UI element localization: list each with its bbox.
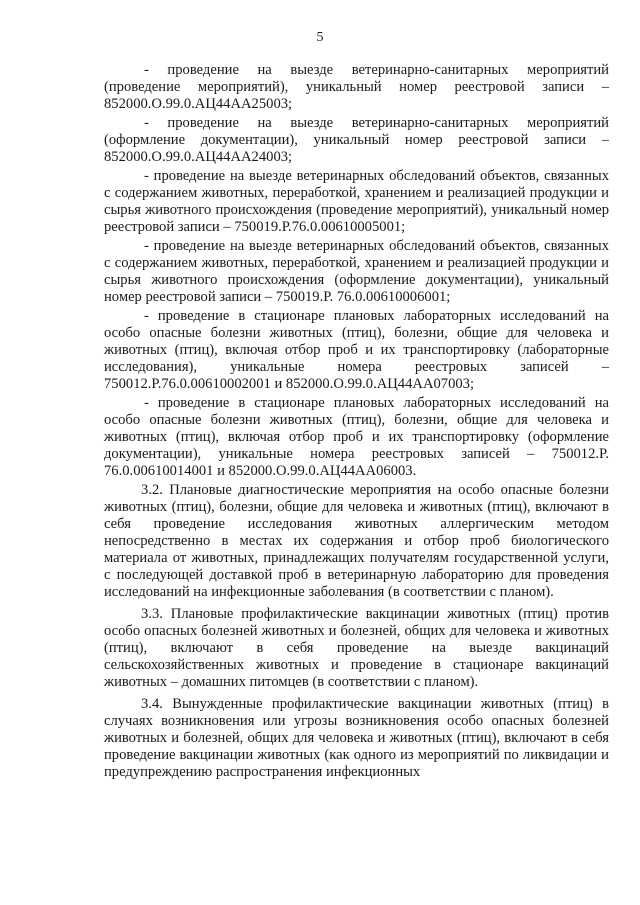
document-body <box>104 62 609 786</box>
section-paragraph-3-3: 3.3. Плановые профилактические вакцинации животных (птиц) против особо опасных болезней животных и болезней, общих для человека и животных (птиц), включают в себя проведение на выезде вакцинаций сельскохозяйственных животных и проведение в стационаре вакцинаций животных – домашних питомцев (в соответствии с планом). <box>104 606 609 690</box>
section-paragraph-3-2: 3.2. Плановые диагностические мероприятия на особо опасные болезни животных (птиц), болезни, общие для человека и животных (птиц), включают в себя проведение исследования животных аллергическим методом непосредственно в местах их содержания и отбор проб биологического материала от животных, принадлежащих получателям государственной услуги, с последующей доставкой проб в ветеринарную лабораторию для проведения исследований на инфекционные заболевания (в соответствии с планом). <box>104 482 609 600</box>
list-item: - проведение на выезде ветеринарных обследований объектов, связанных с содержанием животных, переработкой, хранением и реализацией продукции и сырья животного происхождения (оформление документации), уникальный номер реестровой записи – 750019.Р. 76.0.00610006001; <box>104 238 609 305</box>
list-item: - проведение в стационаре плановых лабораторных исследований на особо опасные болезни животных (птиц), болезни, общие для человека и животных (птиц), включая отбор проб и их транспортировку (лабораторные исследования), уникальные номера реестровых записей – 750012.Р.76.0.00610002001 и 852000.О.99.0.АЦ44АА07003; <box>104 308 609 392</box>
list-item: - проведение на выезде ветеринарных обследований объектов, связанных с содержанием животных, переработкой, хранением и реализацией продукции и сырья животного происхождения (проведение мероприятий), уникальный номер реестровой записи – 750019.Р.76.0.00610005001; <box>104 168 609 235</box>
list-item: - проведение в стационаре плановых лабораторных исследований на особо опасные болезни животных (птиц), болезни, общие для человека и животных (птиц), включая отбор проб и их транспортировку (оформление документации), уникальные номера реестровых записей – 750012.Р. 76.0.00610014001 и 852000.О.99.0.АЦ44АА06003. <box>104 395 609 479</box>
section-paragraph-3-4: 3.4. Вынужденные профилактические вакцинации животных (птиц) в случаях возникновения или угрозы возникновения особо опасных болезней животных и болезней, общих для человека и животных (птиц), включают в себя проведение вакцинации животных (как одного из мероприятий по ликвидации и предупреждению распространения инфекционных <box>104 696 609 780</box>
list-item: - проведение на выезде ветеринарно-санитарных мероприятий (проведение мероприятий), уникальный номер реестровой записи – 852000.О.99.0.АЦ44АА25003; <box>104 62 609 112</box>
page-number: 5 <box>316 30 324 45</box>
list-item: - проведение на выезде ветеринарно-санитарных мероприятий (оформление документации), уникальный номер реестровой записи – 852000.О.99.0.АЦ44АА24003; <box>104 115 609 165</box>
